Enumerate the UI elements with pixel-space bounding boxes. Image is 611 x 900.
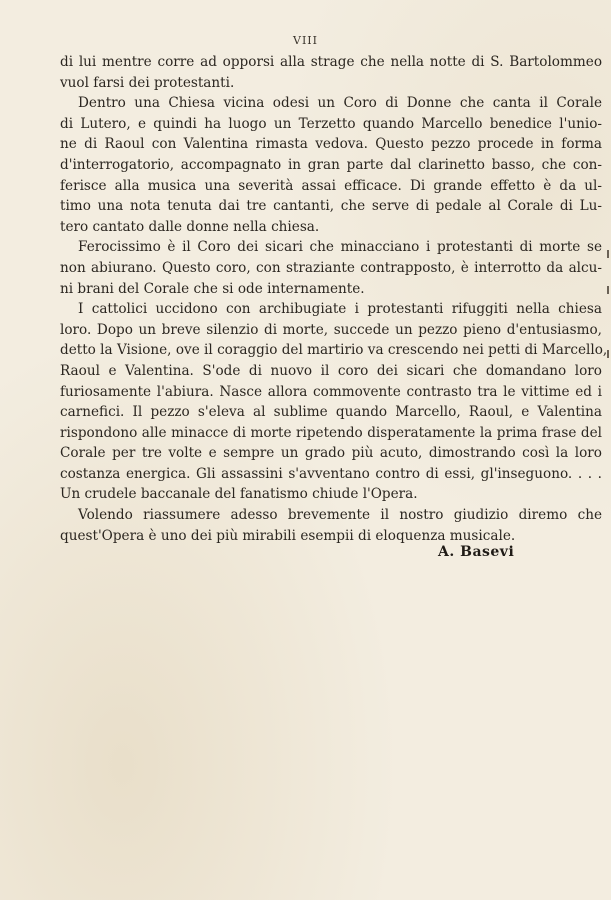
margin-mark [607, 350, 609, 358]
text-line: ni brani del Corale che si ode internamente. [60, 280, 365, 297]
text-line: di lui mentre corre ad opporsi alla strage che nella notte di S. Bartolommeo [60, 54, 602, 70]
text-line: loro. Dopo un breve silenzio di morte, succede un pezzo pieno d'entusiasmo, [60, 321, 602, 338]
text-line: tero cantato dalle donne nella chiesa. [60, 218, 320, 235]
page-number: VIII [293, 34, 318, 47]
text-line: Dentro una Chiesa vicina odesi un Coro di Donne che canta il Corale [78, 95, 602, 112]
text-line: carnefici. Il pezzo s'eleva al sublime quando Marcello, Raoul, e Valentina [60, 404, 602, 421]
text-line: timo una nota tenuta dai tre cantanti, che serve di pedale al Corale di Lu- [60, 198, 602, 215]
text-line: di Lutero, e quindi ha luogo un Terzetto quando Marcello benedice l'unio- [60, 115, 602, 132]
text-line: detto la Visione, ove il coraggio del martirio va crescendo nei petti di Marcello, [60, 342, 608, 359]
margin-mark [607, 250, 609, 258]
text-line: I cattolici uccidono con archibugiate i protestanti rifuggiti nella chiesa [78, 301, 602, 318]
text-line: Corale per tre volte e sempre un grado più acuto, dimostrando così la loro [60, 445, 602, 462]
margin-mark [607, 286, 609, 294]
text-line: ferisce alla musica una severità assai efficace. Di grande effetto è da ul- [60, 177, 602, 194]
text-line: non abiurano. Questo coro, con straziante contrapposto, è interrotto da alcu- [60, 259, 602, 276]
text-line: Un crudele baccanale del fanatismo chiude l'Opera. [60, 486, 418, 503]
text-line: costanza energica. Gli assassini s'avventano contro di essi, gl'inseguono. . . . [60, 465, 602, 482]
text-line: d'interrogatorio, accompagnato in gran parte dal clarinetto basso, che con- [60, 156, 602, 173]
text-line: quest'Opera è uno dei più mirabili esempii di eloquenza musicale. [60, 527, 516, 544]
text-line: furiosamente l'abiura. Nasce allora commovente contrasto tra le vittime ed i [60, 383, 602, 400]
text-line: Ferocissimo è il Coro dei sicari che minacciano i protestanti di morte se [78, 239, 602, 256]
body-text [60, 52, 608, 546]
text-line: rispondono alle minacce di morte ripetendo disperatamente la prima frase del [60, 424, 602, 441]
text-line: Raoul e Valentina. S'ode di nuovo il coro dei sicari che domandano loro [60, 362, 602, 379]
text-line: Volendo riassumere adesso brevemente il nostro giudizio diremo che [78, 507, 602, 524]
author-signature: A. Basevi [438, 544, 515, 560]
text-line: vuol farsi dei protestanti. [60, 74, 235, 91]
text-line: ne di Raoul con Valentina rimasta vedova. Questo pezzo procede in forma [60, 136, 602, 153]
